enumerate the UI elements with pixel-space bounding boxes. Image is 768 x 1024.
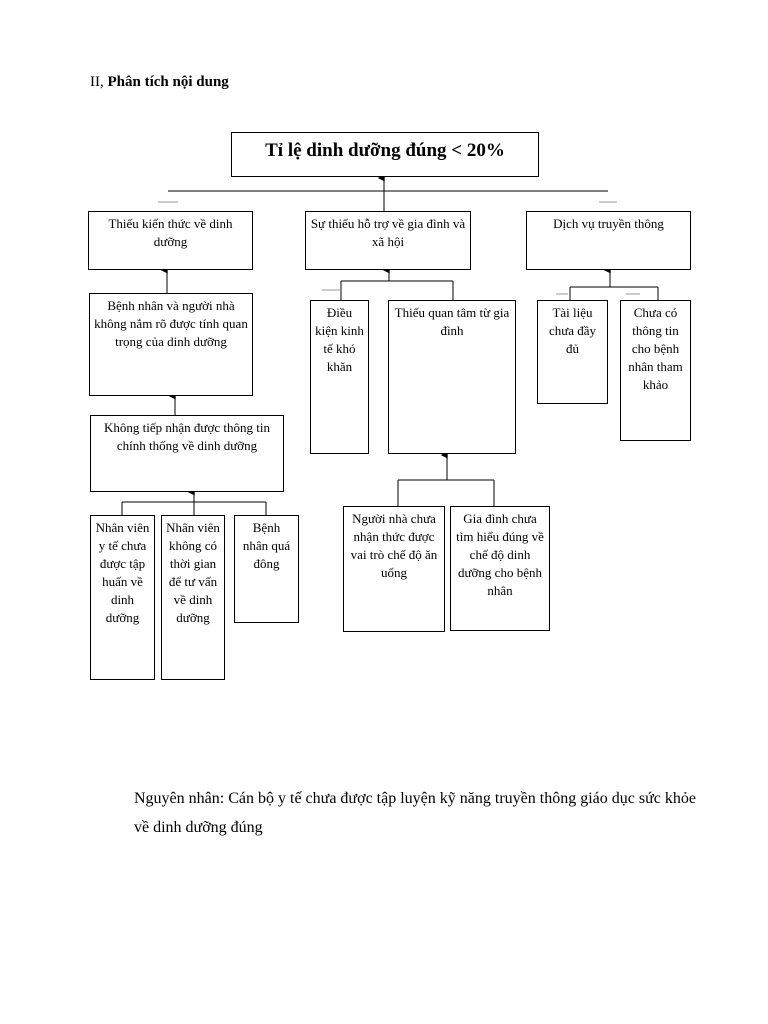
cause-paragraph: Nguyên nhân: Cán bộ y tế chưa được tập luyện kỹ năng truyền thông giáo dục sức khỏe về dinh dưỡng đúng (134, 790, 696, 836)
no-info-ref-box: Chưa có thông tin cho bệnh nhân tham khảo (620, 300, 691, 441)
staff-no-time-box: Nhân viên không có thời gian để tư vấn về dinh dưỡng (161, 515, 225, 680)
hardship-box: Điều kiện kinh tế khó khăn (310, 300, 369, 454)
family-no-research-box: Gia đình chưa tìm hiểu đúng về chế độ dinh dưỡng cho bệnh nhân (450, 506, 550, 631)
family-care-box: Thiếu quan tâm từ gia đình (388, 300, 516, 454)
docs-lacking-box: Tài liệu chưa đầy đủ (537, 300, 608, 404)
patient-awareness-box: Bệnh nhân và người nhà không nắm rõ được tính quan trọng của dinh dưỡng (89, 293, 253, 396)
section-title: Phân tích nội dung (107, 74, 229, 90)
crowded-box: Bệnh nhân quá đông (234, 515, 299, 623)
media-box: Dịch vụ truyền thông (526, 211, 691, 270)
staff-untrained-box: Nhân viên y tế chưa được tập huấn về dinh dưỡng (90, 515, 155, 680)
relatives-unaware-box: Người nhà chưa nhận thức được vai trò chế độ ăn uống (343, 506, 445, 632)
section-number: II, (90, 74, 104, 90)
knowledge-box: Thiếu kiến thức về dinh dưỡng (88, 211, 253, 270)
root-box: Tỉ lệ dinh dưỡng đúng < 20% (231, 132, 539, 177)
no-official-info-box: Không tiếp nhận được thông tin chính thống về dinh dưỡng (90, 415, 284, 492)
support-box: Sự thiếu hỗ trợ về gia đình và xã hội (305, 211, 471, 270)
